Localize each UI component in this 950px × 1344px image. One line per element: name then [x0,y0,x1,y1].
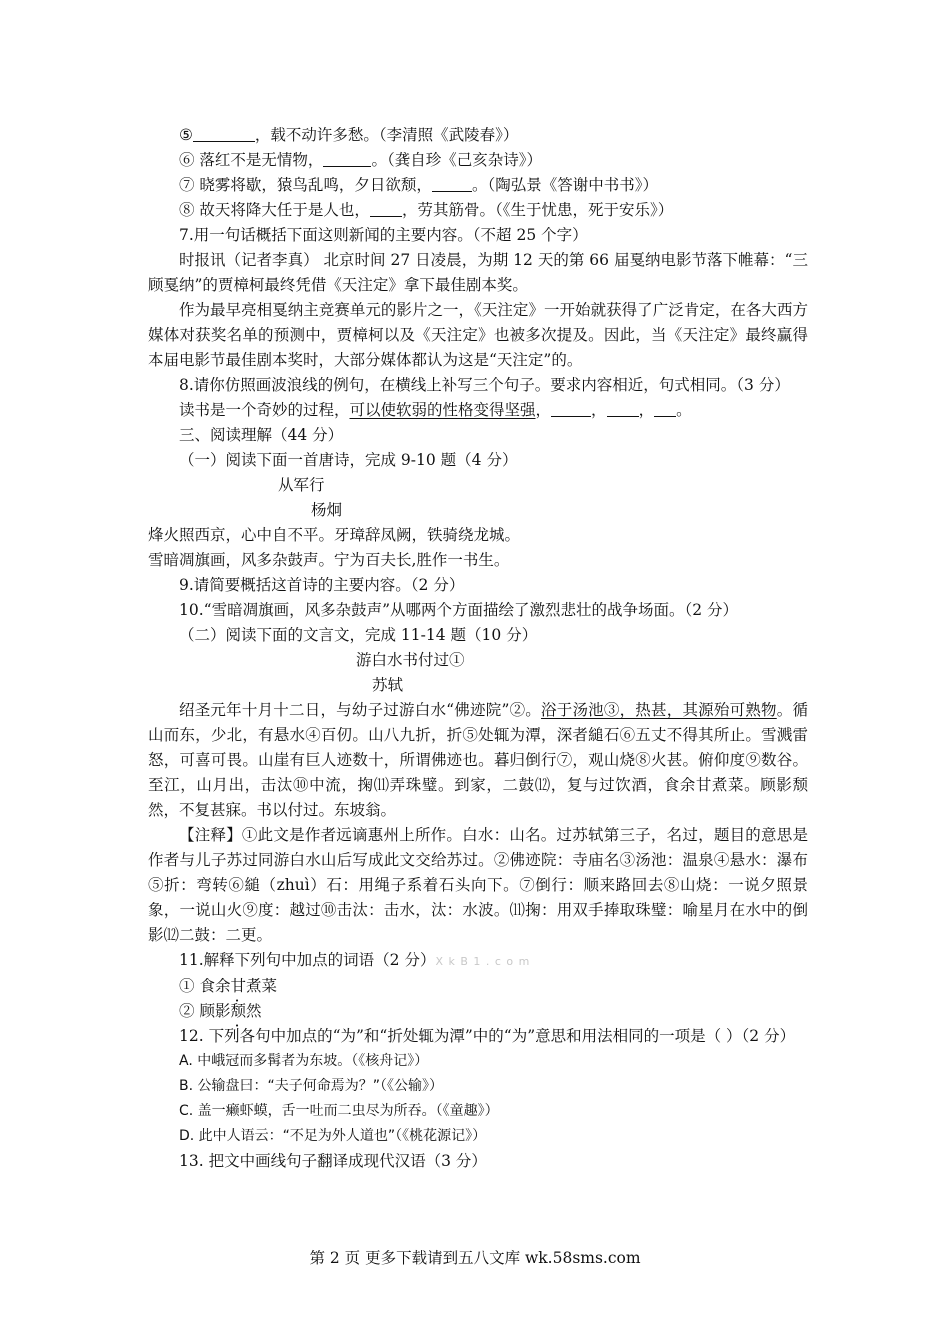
question-7: 7.用一句话概括下面这则新闻的主要内容。（不超 25 个字） [179,226,588,244]
question-12: 12. 下列各句中加点的“为”和“折处辄为潭”中的“为”意思和用法相同的一项是（ ）（2 分） [179,1027,796,1045]
question-11-item-2: ② 顾 ·影颓然 [148,999,808,1024]
prose-text: 绍圣元年十月十二日，与幼子过游白水“佛迹院”②。浴于汤池③，热甚，其源殆可熟物。循山而东，少北，有悬水④百仞。山八九折，折⑤处辄为潭，深者縋石⑥五丈不得其所止。雪溅雷怒，可喜可畏。山崖有巨人迹数十，所谓佛迹也。暮归倒行⑦，观山烧⑧火甚。俯仰度⑨数谷。至江，山月出，击汰⑩中流，掬⑾弄珠璧。到家，二鼓⑿，复与过饮酒，食余甘煮菜。顾影颓然，不复甚寐。书以付过。东坡翁。 [148,701,808,819]
subsection-1-heading: （一）阅读下面一首唐诗，完成 9-10 题（4 分） [179,451,518,469]
wavy-example: 可以使软弱的性格变得坚强 [349,401,536,419]
poem-author: 杨炯 [311,501,343,519]
underlined-sentence: 浴于汤池③，热甚，其源殆可熟物 [541,701,777,719]
answer-blank[interactable] [370,200,402,217]
question-10: 10.“雪暗凋旗画，风多杂鼓声”从哪两个方面描绘了激烈悲壮的战争场面。（2 分） [179,601,739,619]
option-a: A. 中峨冠而多髯者为东坡。（《核舟记》） [179,1053,429,1069]
option-d: D. 此中人语云：“不足为外人道也”（《桃花源记》） [179,1128,487,1144]
dotted-word: 顾 · [199,1002,215,1020]
answer-blank[interactable] [193,125,255,142]
page-content [148,123,808,1174]
option-b: B. 公输盘曰：“夫子何命焉为？”（《公输》） [179,1078,444,1094]
option-c: C. 盖一癞虾蟆，舌一吐而二虫尽为所吞。（《童趣》） [179,1103,499,1119]
answer-blank[interactable] [607,400,639,417]
fill-line-8: ⑧ 故天将降大任于是人也， ，劳其筋骨。（《生于忧患，死于安乐》） [179,201,674,219]
fill-line-6: ⑥ 落红不是无情物， 。（龚自珍《己亥杂诗》） [179,151,542,169]
answer-blank[interactable] [654,400,676,417]
fill-line-5: ⑤ ，载不动许多愁。（李清照《武陵春》） [179,126,519,144]
answer-blank[interactable] [432,175,472,192]
prose-title: 游白水书付过① [356,651,465,669]
watermark: X k B 1 . c o m [435,955,531,968]
annotation-notes: 【注释】①此文是作者远谪惠州上所作。白水：山名。过苏轼第三子，名过，题目的意思是作者与儿子苏过同游白水山后写成此文交给苏过。②佛迹院：寺庙名③汤池：温泉④悬水：瀑布⑤折：弯转⑥縋（zhuì）石：用绳子系着石头向下。⑦倒行：顺来路回去⑧山烧：一说夕照景象，一说山火⑨度：越过⑩击汰：击水，汰：水波。⑾掬：用双手捧取珠璧：喻星月在水中的倒影⑿二鼓：二更。 [148,826,808,944]
question-11: 11.解释下列句中加点的词语（2 分）X k B 1 . c o m [179,951,531,969]
poem-title: 从军行 [278,476,325,494]
question-13: 13. 把文中画线句子翻译成现代汉语（3 分） [179,1152,487,1170]
section-3-heading: 三、阅读理解（44 分） [179,426,344,444]
news-paragraph-1: 时报讯（记者李真） 北京时间 27 日凌晨，为期 12 天的第 66 届戛纳电影节落下帷幕：“三顾戛纳”的贾樟柯最终凭借《天注定》拿下最佳剧本奖。 [148,251,808,294]
dotted-word: 食 · [199,977,215,995]
question-11-item-1: ① 食 ·余甘煮菜 [148,974,808,999]
answer-blank[interactable] [323,150,371,167]
prose-author: 苏轼 [372,676,404,694]
poem-line-2: 雪暗凋旗画，风多杂鼓声。宁为百夫长,胜作一书生。 [148,551,510,569]
answer-blank[interactable] [551,400,591,417]
subsection-2-heading: （二）阅读下面的文言文，完成 11-14 题（10 分） [179,626,538,644]
question-8: 8.请你仿照画波浪线的例句，在横线上补写三个句子。要求内容相近，句式相同。（3 分） [179,376,790,394]
page-footer: 第 2 页 更多下载请到五八文库 wk.58sms.com [309,1249,641,1267]
fill-line-7: ⑦ 晓雾将歇，猿鸟乱鸣，夕日欲颓， 。（陶弘景《答谢中书书》） [179,176,658,194]
poem-line-1: 烽火照西京，心中自不平。牙璋辞凤阙，铁骑绕龙城。 [148,526,521,544]
news-paragraph-2: 作为最早亮相戛纳主竞赛单元的影片之一，《天注定》一开始就获得了广泛肯定，在各大西方媒体对获奖名单的预测中，贾樟柯以及《天注定》也被多次提及。因此，当《天注定》最终赢得本届电影节最佳剧本奖时，大部分媒体都认为这是“天注定”的。 [148,301,808,369]
question-9: 9.请简要概括这首诗的主要内容。（2 分） [179,576,465,594]
question-8-sentence: 读书是一个奇妙的过程，可以使软弱的性格变得坚强， ， ， 。 [179,401,692,419]
